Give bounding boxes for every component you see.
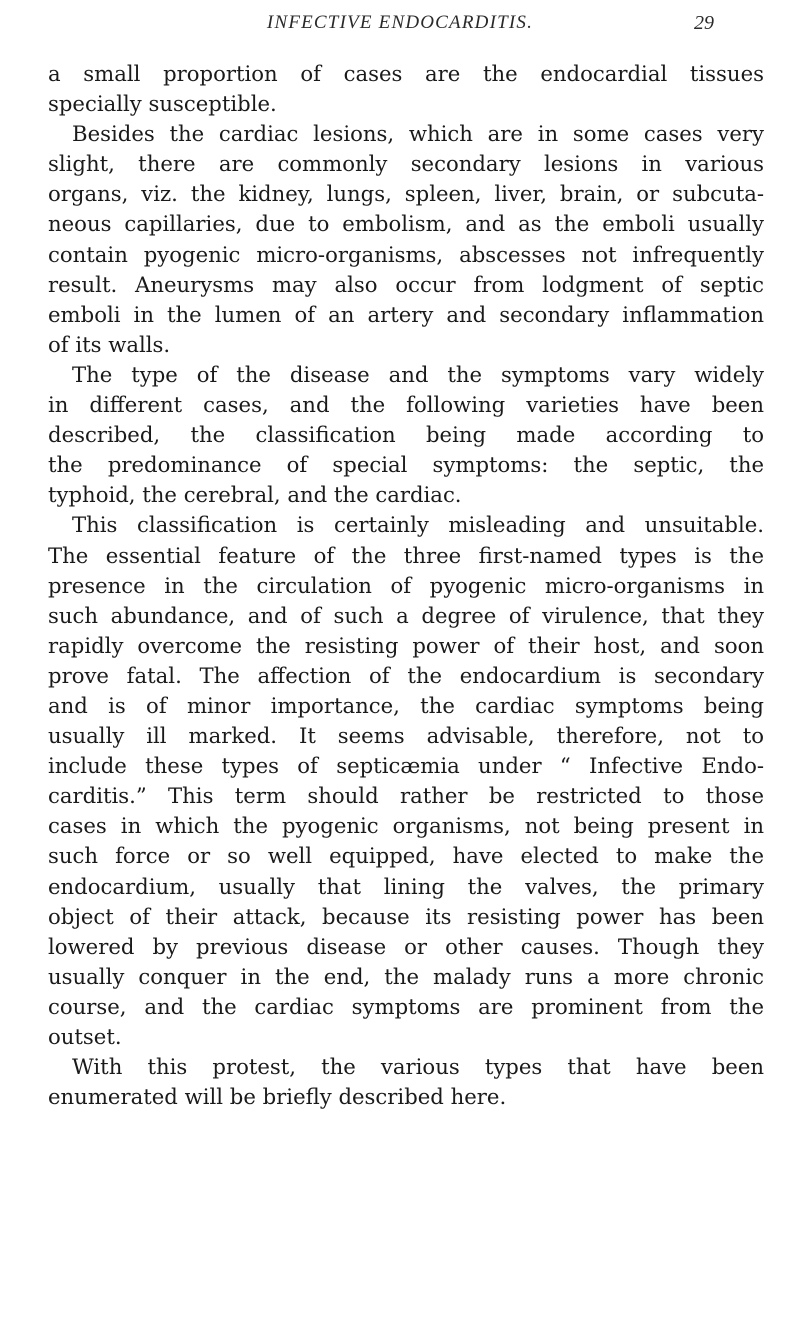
text-line: in different cases, and the following varieties have been [48,392,764,418]
text-line: such abundance, and of such a degree of virulence, that they [48,602,764,628]
text-line: endocardium, usually that lining the valves, the primary [48,873,764,899]
text-line: object of their attack, because its resisting power has been [48,903,764,929]
text-line: a small proportion of cases are the endocardial tissues [48,61,764,86]
text-line: lowered by previous disease or other causes. Though they [48,933,764,959]
text-line: emboli in the lumen of an artery and secondary inflammation [48,301,764,327]
text-line: the predominance of special symptoms: the septic, the [48,452,764,478]
text-line: enumerated will be briefly described here. [48,1084,507,1110]
text-line: organs, viz. the kidney, lungs, spleen, liver, brain, or subcuta- [48,181,764,207]
text-line: Besides the cardiac lesions, which are in some cases very [72,121,764,147]
text-line: presence in the circulation of pyogenic micro-organisms in [48,572,764,598]
text-line: such force or so well equipped, have elected to make the [48,843,764,869]
page-number: 29 [694,12,714,34]
text-line: usually conquer in the end, the malady runs a more chronic [48,963,764,989]
text-line: course, and the cardiac symptoms are prominent from the [48,993,764,1019]
text-line: described, the classification being made according to [48,422,764,448]
running-head [0,12,800,44]
body-text [48,59,764,1112]
text-line: and is of minor importance, the cardiac symptoms being [48,692,764,718]
text-line: The type of the disease and the symptoms vary widely [72,361,764,387]
text-line: rapidly overcome the resisting power of their host, and soon [48,632,764,658]
text-line: specially susceptible. [48,91,277,117]
text-line: slight, there are commonly secondary lesions in various [48,151,764,177]
running-title: INFECTIVE ENDOCARDITIS. [266,12,534,33]
text-line: This classification is certainly misleading and unsuitable. [72,512,764,538]
text-line: carditis.” This term should rather be restricted to those [48,783,764,809]
text-line: contain pyogenic micro-organisms, abscesses not infrequently [48,241,764,267]
text-line: typhoid, the cerebral, and the cardiac. [48,482,462,508]
text-line: include these types of septicæmia under “ Infective Endo- [48,753,764,779]
text-line: usually ill marked. It seems advisable, therefore, not to [48,723,764,749]
text-line: With this protest, the various types that have been [72,1054,764,1080]
text-line: neous capillaries, due to embolism, and as the emboli usually [48,211,764,237]
text-line: prove fatal. The affection of the endocardium is secondary [48,662,764,688]
text-line: cases in which the pyogenic organisms, not being present in [48,813,764,839]
text-line: of its walls. [48,331,171,357]
text-line: result. Aneurysms may also occur from lodgment of septic [48,271,764,297]
text-line: outset. [48,1024,122,1049]
text-line: The essential feature of the three first-named types is the [48,542,764,568]
